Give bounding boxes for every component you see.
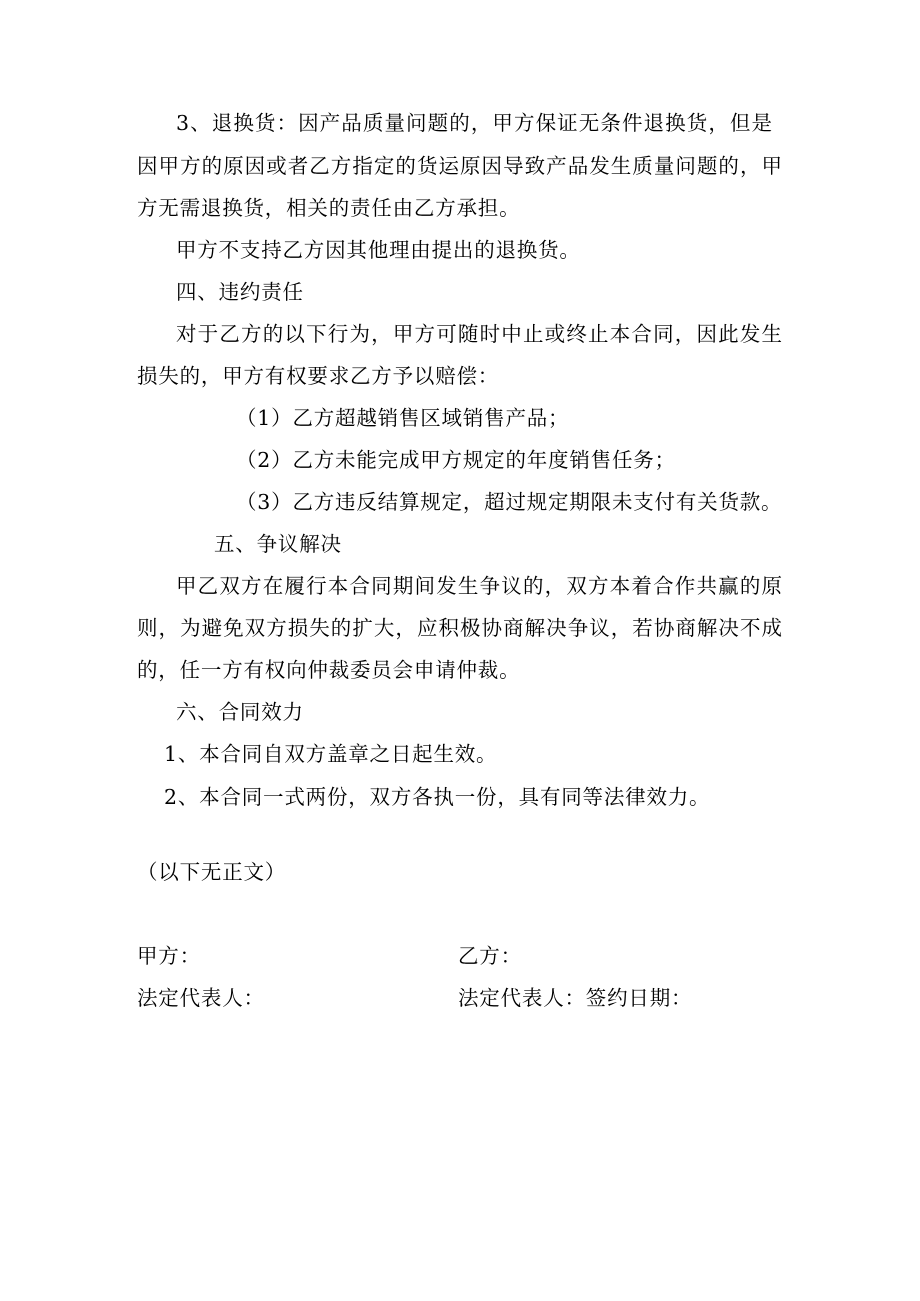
section4-heading: 四、违约责任 — [176, 280, 304, 304]
returns-note: 甲方不支持乙方因其他理由提出的退换货。 — [176, 238, 581, 262]
party-b-label: 乙方： — [458, 944, 522, 968]
section4-intro-line-1: 对于乙方的以下行为，甲方可随时中止或终止本合同，因此发生 — [176, 322, 782, 346]
end-note: （以下无正文） — [137, 860, 287, 884]
breach-item-1: （1）乙方超越销售区域销售产品； — [236, 406, 570, 430]
returns-line-2: 因甲方的原因或者乙方指定的货运原因导致产品发生质量问题的，甲 — [137, 154, 782, 178]
section5-line-2: 则，为避免双方损失的扩大，应积极协商解决争议，若协商解决不成 — [137, 616, 782, 640]
section6-heading: 六、合同效力 — [176, 700, 304, 724]
returns-line-1: 3、退换货：因产品质量问题的，甲方保证无条件退换货，但是 — [176, 111, 772, 135]
party-a-label: 甲方： — [137, 944, 201, 968]
returns-line-3: 方无需退换货，相关的责任由乙方承担。 — [137, 196, 521, 220]
section4-intro-line-2: 损失的，甲方有权要求乙方予以赔偿： — [137, 364, 500, 388]
effect-item-1: 1、本合同自双方盖章之日起生效。 — [164, 742, 498, 766]
effect-item-2: 2、本合同一式两份，双方各执一份，具有同等法律效力。 — [164, 785, 711, 809]
section5-line-1: 甲乙双方在履行本合同期间发生争议的，双方本着合作共赢的原 — [176, 574, 782, 598]
section5-line-3: 的，任一方有权向仲裁委员会申请仲裁。 — [137, 658, 521, 682]
breach-item-2: （2）乙方未能完成甲方规定的年度销售任务； — [236, 448, 676, 472]
party-b-representative-date-label: 法定代表人：签约日期： — [458, 986, 693, 1010]
breach-item-3: （3）乙方违反结算规定，超过规定期限未支付有关货款。 — [236, 490, 783, 514]
section5-heading: 五、争议解决 — [214, 532, 342, 556]
party-a-representative-label: 法定代表人： — [137, 986, 265, 1010]
